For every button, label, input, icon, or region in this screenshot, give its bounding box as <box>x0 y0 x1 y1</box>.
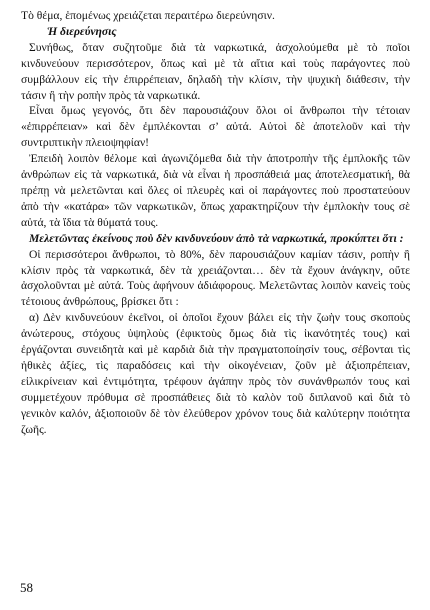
body-text <box>21 8 410 437</box>
paragraph: α) Δὲν κινδυνεύουν ἐκεῖνοι, οἱ ὁποῖοι ἔχουν βάλει εἰς τὴν ζωὴν τους σκοποὺς ἀνώτερους, στόχους ὑψηλοὺς (ἐφικτοὺς ὅμως διὰ τὶς ἱκανότητές τους) καὶ ἐργάζονται συνειδητὰ καὶ μὲ καρδιὰ διὰ τὴν πραγματοποίησίν τους, σέβονται τὶς ἠθικὲς ἀξίες, τὶς παραδόσεις καὶ τὴν οἰκογένειαν, ζοῦν μὲ ἀξιοπρέπειαν, εἰλικρίνειαν καὶ ἐντιμότητα, τρέφουν ἀγάπην πρὸς τὸν συνάνθρωπόν τους καὶ συμμετέχουν πρόθυμα σὲ προσπάθειες διὰ τὸ καλὸν τοῦ διπλανοῦ καὶ διὰ τὸ γενικὸν καλόν, ἀξιοποιοῦν δὲ τὸν ἐλεύθερον χρόνον τους διὰ καλύτερην ποιότητα ζωῆς. <box>21 311 410 436</box>
lead-sentence: Τὸ θέμα, ἑπομένως χρειάζεται περαιτέρω διερεύνησιν. <box>21 9 275 22</box>
section-heading: Μελετῶντας ἐκείνους ποὺ δὲν κινδυνεύουν ἀπὸ τὰ ναρκωτικά, προκύπτει ὅτι : <box>29 231 404 245</box>
paragraph: Συνήθως, ὅταν συζητοῦμε διὰ τὰ ναρκωτικά, ἀσχολούμεθα μὲ τὸ ποῖοι κινδυνεύουν περισσότερον, ὅπως καὶ μὲ τὰ αἴτια καὶ τοὺς παράγοντες ποὺ συμβάλλουν εἰς τὴν ἐπιρρέπειαν, δηλαδὴ τὴν κλίσιν, τὴν ψυχικὴ διάθεσιν, τὴν τάσιν ἢ τὴν ροπὴν πρὸς τὰ ναρκωτικά. <box>21 40 410 102</box>
subheading-investigation: Ἡ διερεύνησις <box>47 24 117 38</box>
paragraph: Εἶναι ὅμως γεγονός, ὅτι δὲν παρουσιάζουν ὅλοι οἱ ἄνθρωποι τὴν τέτοιαν «ἐπιρρέπειαν» καὶ δὲν ἐμπλέκονται σ’ αὐτά. Αὐτοὶ δὲ ἀποτελοῦν καὶ τὴν συντριπτικὴν πλειοψηφίαν! <box>21 104 410 150</box>
paragraph: Οἱ περισσότεροι ἄνθρωποι, τὸ 80%, δὲν παρουσιάζουν καμίαν τάσιν, ροπὴν ἢ κλίσιν πρὸς τὰ ναρκωτικά, δὲν τὰ χρειάζονται… δὲν τὰ ἔχουν ἀνάγκην, οὔτε ἀσχολοῦνται μὲ αὐτά. Τοὺς ἀφήνουν ἀδιάφορους. Μελετῶντας λοιπὸν κανεὶς τοὺς τέτοιους ἀνθρώπους, βρίσκει ὅτι : <box>21 247 410 309</box>
paragraph: Ἐπειδὴ λοιπὸν θέλομε καὶ ἀγωνιζόμεθα διὰ τὴν ἀποτροπὴν τῆς ἐμπλοκῆς τῶν ἀνθρώπων εἰς τὰ ναρκωτικά, διὰ νὰ εἶναι ἡ προσπάθειά μας ἀποτελεσματική, θὰ πρέπῃ νὰ μελετῶνται καὶ ὅλες οἱ πλευρὲς καὶ οἱ παράγοντες ποὺ προστατεύουν ἀπὸ τὴν «κατάρα» τῶν ναρκωτικῶν, ὅπως χαρακτηρίζουν τὴν ἐμπλοκὴν τους σὲ αὐτά, τὰ ἴδια τὰ θύματά τους. <box>21 152 410 229</box>
page-number: 58 <box>20 580 33 595</box>
